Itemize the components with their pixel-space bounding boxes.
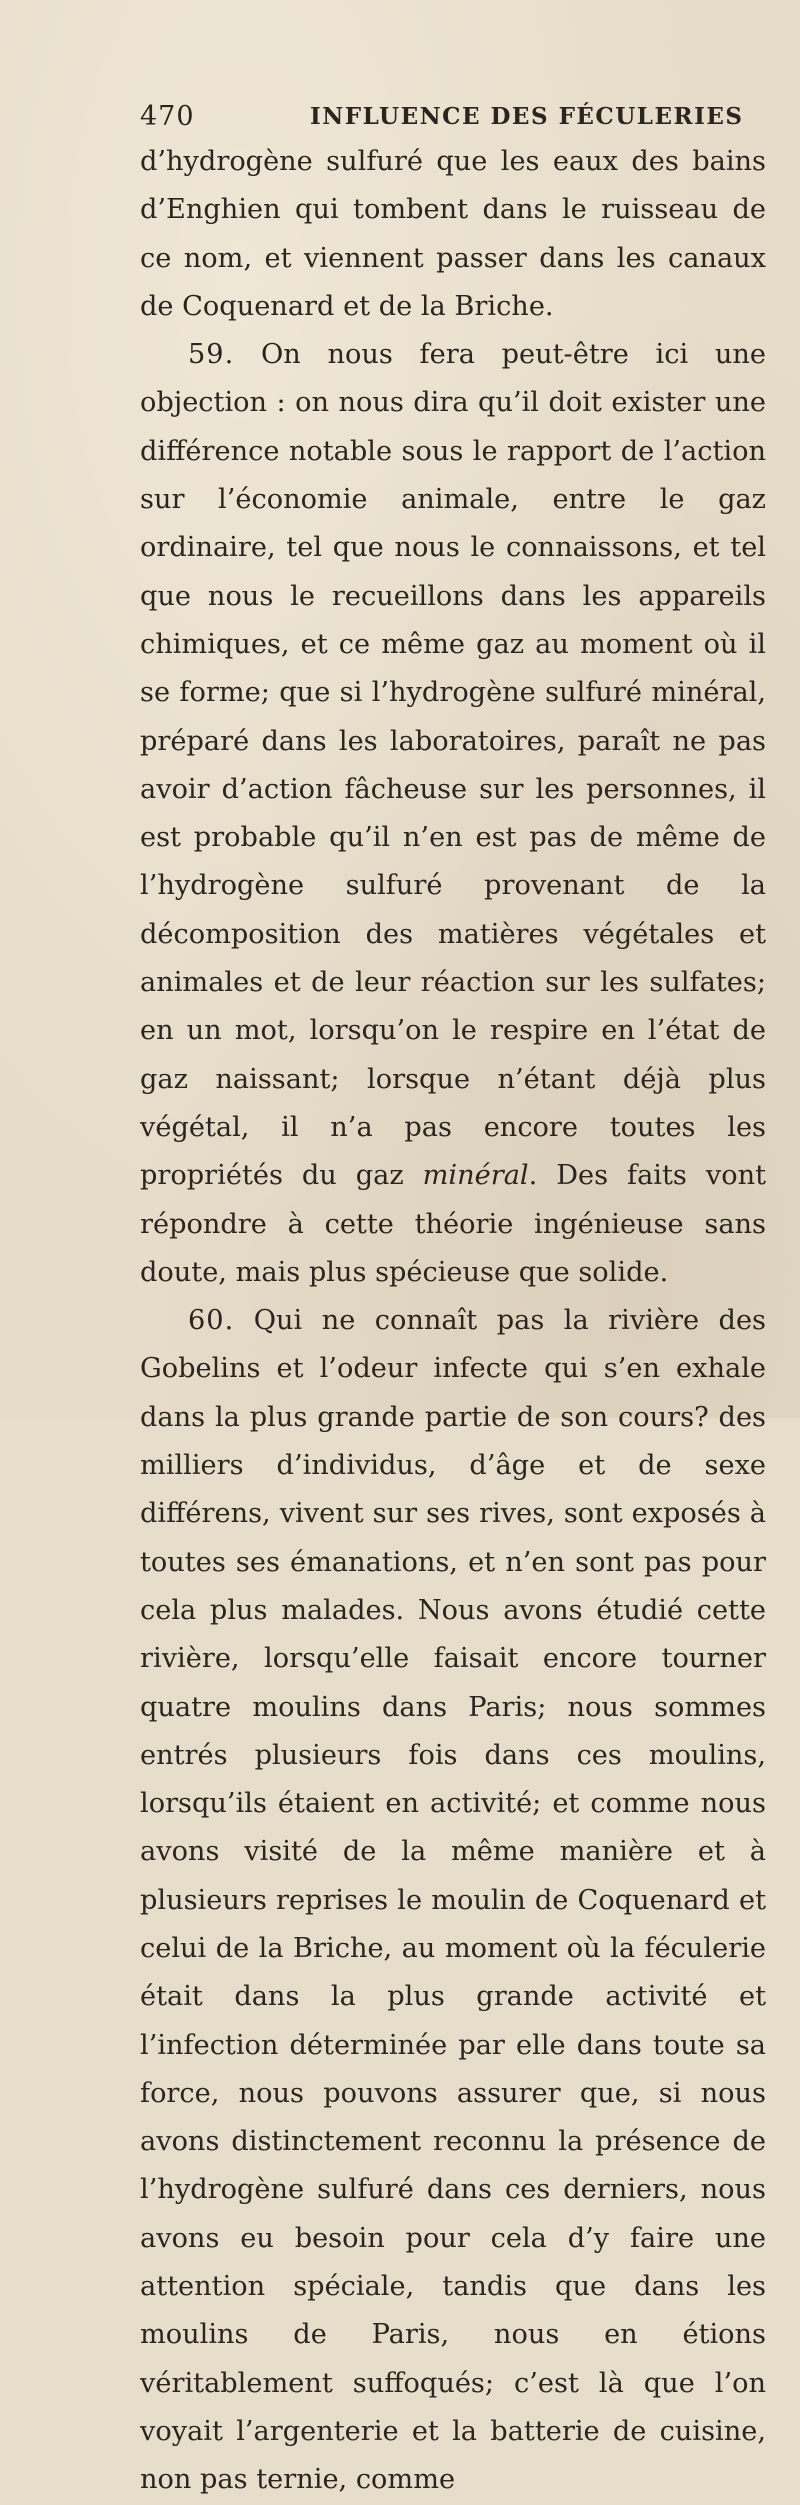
paragraph-text-end: . Des faits vont répondre à cette théorie ingénieuse sans doute, mais plus spécieuse que solide. (140, 1160, 767, 1288)
paragraph-number: 59. (188, 339, 235, 371)
paragraph-continued (140, 138, 766, 331)
paragraph-number: 60. (188, 1305, 235, 1337)
paragraph-text: On nous fera peut-être ici une objection : on nous dira qu’il doit exister une différence notable sous le rapport de l’action sur l’économie animale, entre le gaz ordinaire, tel que nous le connaissons, et tel que nous le recueillons dans les appareils chimiques, et ce même gaz au moment où il se forme; que si l’hydrogène sulfuré minéral, préparé dans les laboratoires, paraît ne pas avoir d’action fâcheuse sur les personnes, il est probable qu’il n’en est pas de même de l’hydrogène sulfuré provenant de la décomposition des matières végétales et animales et de leur réaction sur les sulfates; en un mot, lorsqu’on le respire en l’état de gaz naissant; lorsque n’étant déjà plus végétal, il n’a pas encore toutes les propriétés du gaz (140, 339, 766, 1192)
page-header (140, 100, 760, 134)
page-number: 470 (140, 101, 195, 132)
running-title: INFLUENCE DES FÉCULERIES (310, 103, 744, 130)
body-text (140, 138, 766, 2505)
paragraph-text: d’hydrogène sulfuré que les eaux des bains d’Enghien qui tombent dans le ruisseau de ce nom, et viennent passer dans les canaux de Coquenard et de la Briche. (140, 146, 766, 322)
paragraph-text: Qui ne connaît pas la rivière des Gobelins et l’odeur infecte qui s’en exhale dans la plus grande partie de son cours? des milliers d’individus, d’âge et de sexe différens, vivent sur ses rives, sont exposés à toutes ses émanations, et n’en sont pas pour cela plus malades. Nous avons étudié cette rivière, lorsqu’elle faisait encore tourner quatre moulins dans Paris; nous sommes entrés plusieurs fois dans ces moulins, lorsqu’ils étaient en activité; et comme nous avons visité de la même manière et à plusieurs reprises le moulin de Coquenard et celui de la Briche, au moment où la féculerie était dans la plus grande activité et l’infection déterminée par elle dans toute sa force, nous pouvons assurer que, si nous avons distinctement reconnu la présence de l’hydrogène sulfuré dans ces derniers, nous avons eu besoin pour cela d’y faire une attention spéciale, tandis que dans les moulins de Paris, nous en étions véritablement suffoqués; c’est là que l’on voyait l’argenterie et la batterie de cuisine, non pas ternie, comme (140, 1305, 766, 2496)
paragraph-59 (140, 331, 766, 1297)
paragraph-60 (140, 1297, 766, 2504)
italic-term: minéral (422, 1160, 529, 1192)
